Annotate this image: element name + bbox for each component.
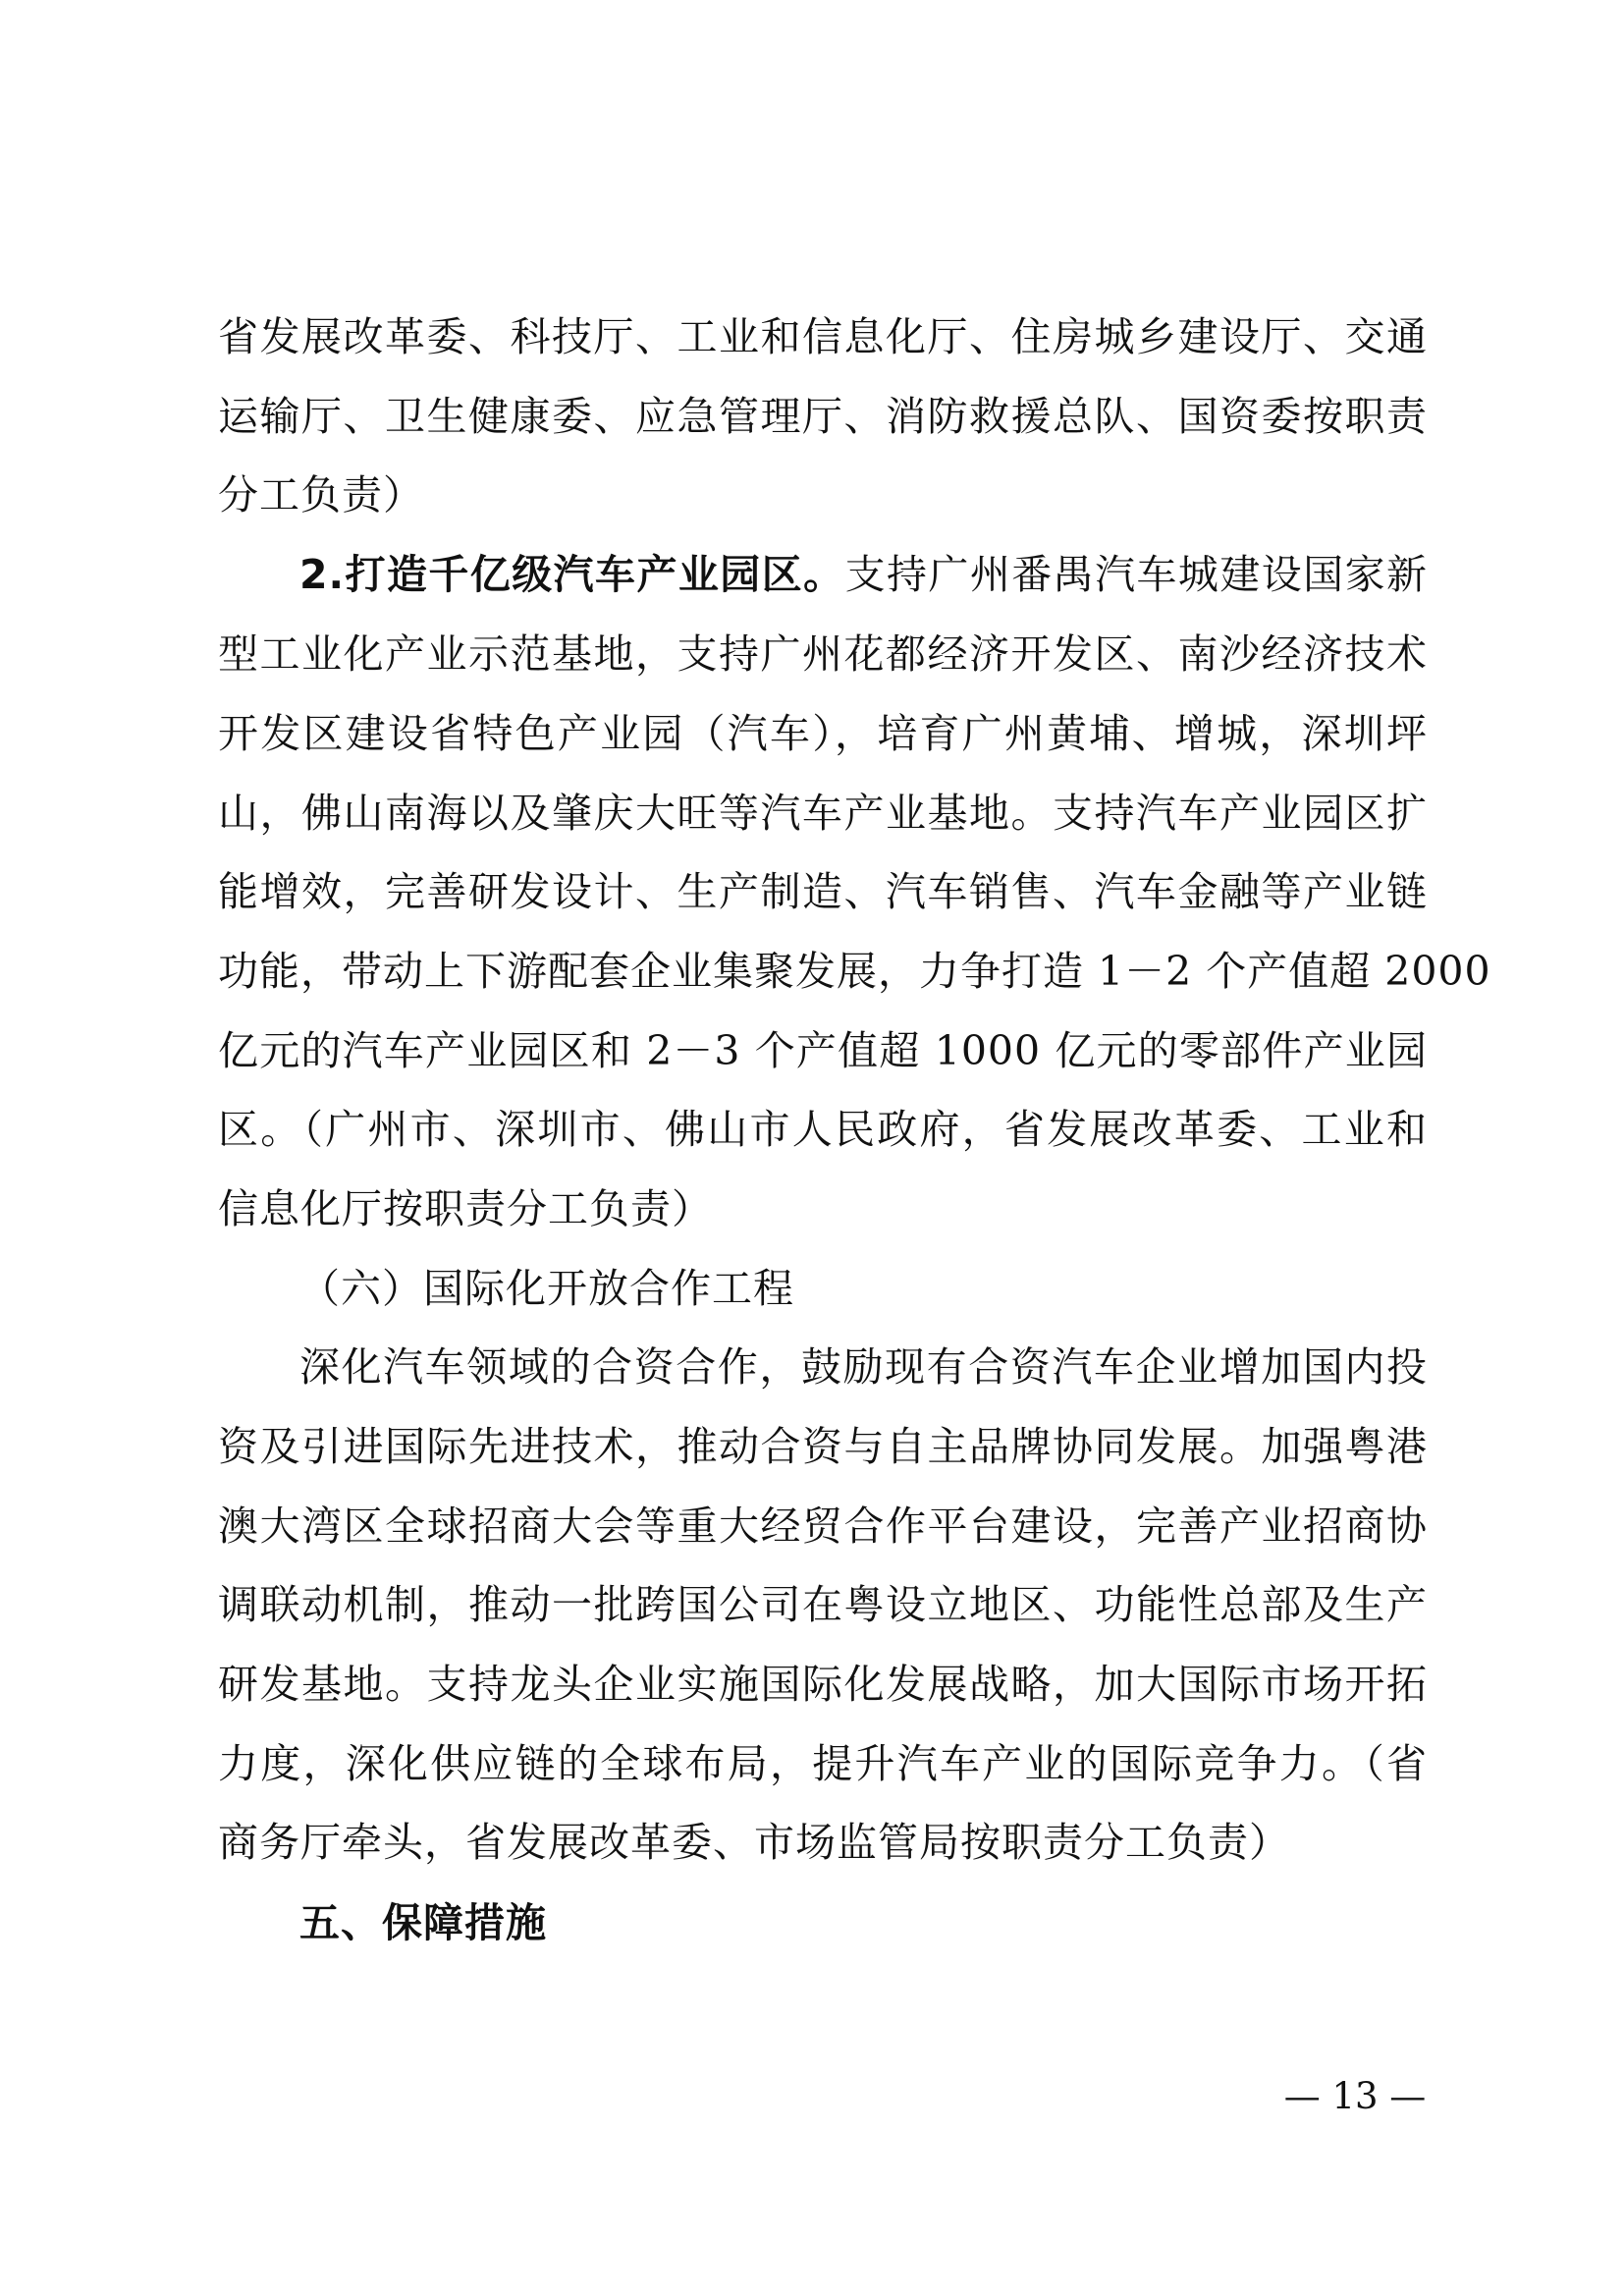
text-line: 商务厅牵头，省发展改革委、市场监管局按职责分工负责） — [218, 1819, 1290, 1866]
text-line: 信息化厅按职责分工负责） — [218, 1185, 713, 1232]
text-line: 力度，深化供应链的全球布局，提升汽车产业的国际竞争力。（省 — [218, 1740, 1428, 1787]
text-segment: 支持广州番禺汽车城建设国家新 — [844, 551, 1429, 598]
text-line: 研发基地。支持龙头企业实施国际化发展战略，加大国际市场开拓 — [218, 1661, 1428, 1708]
section-heading-five: 五、保障措施 — [299, 1899, 547, 1946]
text-line: 功能，带动上下游配套企业集聚发展，力争打造 1－2 个产值超 2000 — [218, 948, 1491, 995]
text-line: 调联动机制，推动一批跨国公司在粤设立地区、功能性总部及生产 — [218, 1581, 1428, 1628]
text-line: 运输厅、卫生健康委、应急管理厅、消防救援总队、国资委按职责 — [218, 393, 1428, 440]
text-line: 资及引进国际先进技术，推动合资与自主品牌协同发展。加强粤港 — [218, 1423, 1428, 1470]
section-heading-six: （六）国际化开放合作工程 — [299, 1265, 794, 1312]
text-line: 分工负责） — [218, 471, 424, 519]
text-line: 型工业化产业示范基地，支持广州花都经济开发区、南沙经济技术 — [218, 630, 1428, 678]
page-number: — 13 — — [1283, 2075, 1427, 2117]
text-line: 能增效，完善研发设计、生产制造、汽车销售、汽车金融等产业链 — [218, 868, 1428, 915]
text-line: 深化汽车领域的合资合作，鼓励现有合资汽车企业增加国内投 — [299, 1343, 1428, 1391]
text-line: 区。（广州市、深圳市、佛山市人民政府，省发展改革委、工业和 — [218, 1106, 1428, 1153]
text-line: 省发展改革委、科技厅、工业和信息化厅、住房城乡建设厅、交通 — [218, 313, 1428, 360]
text-line: 澳大湾区全球招商大会等重大经贸合作平台建设，完善产业招商协 — [218, 1503, 1428, 1550]
text-line: 山，佛山南海以及肇庆大旺等汽车产业基地。支持汽车产业园区扩 — [218, 790, 1428, 837]
text-line — [299, 540, 1428, 609]
bold-lead: 2.打造千亿级汽车产业园区。 — [299, 551, 845, 598]
text-line: 亿元的汽车产业园区和 2－3 个产值超 1000 亿元的零部件产业园 — [218, 1027, 1428, 1074]
text-line: 开发区建设省特色产业园（汽车），培育广州黄埔、增城，深圳坪 — [218, 710, 1428, 757]
